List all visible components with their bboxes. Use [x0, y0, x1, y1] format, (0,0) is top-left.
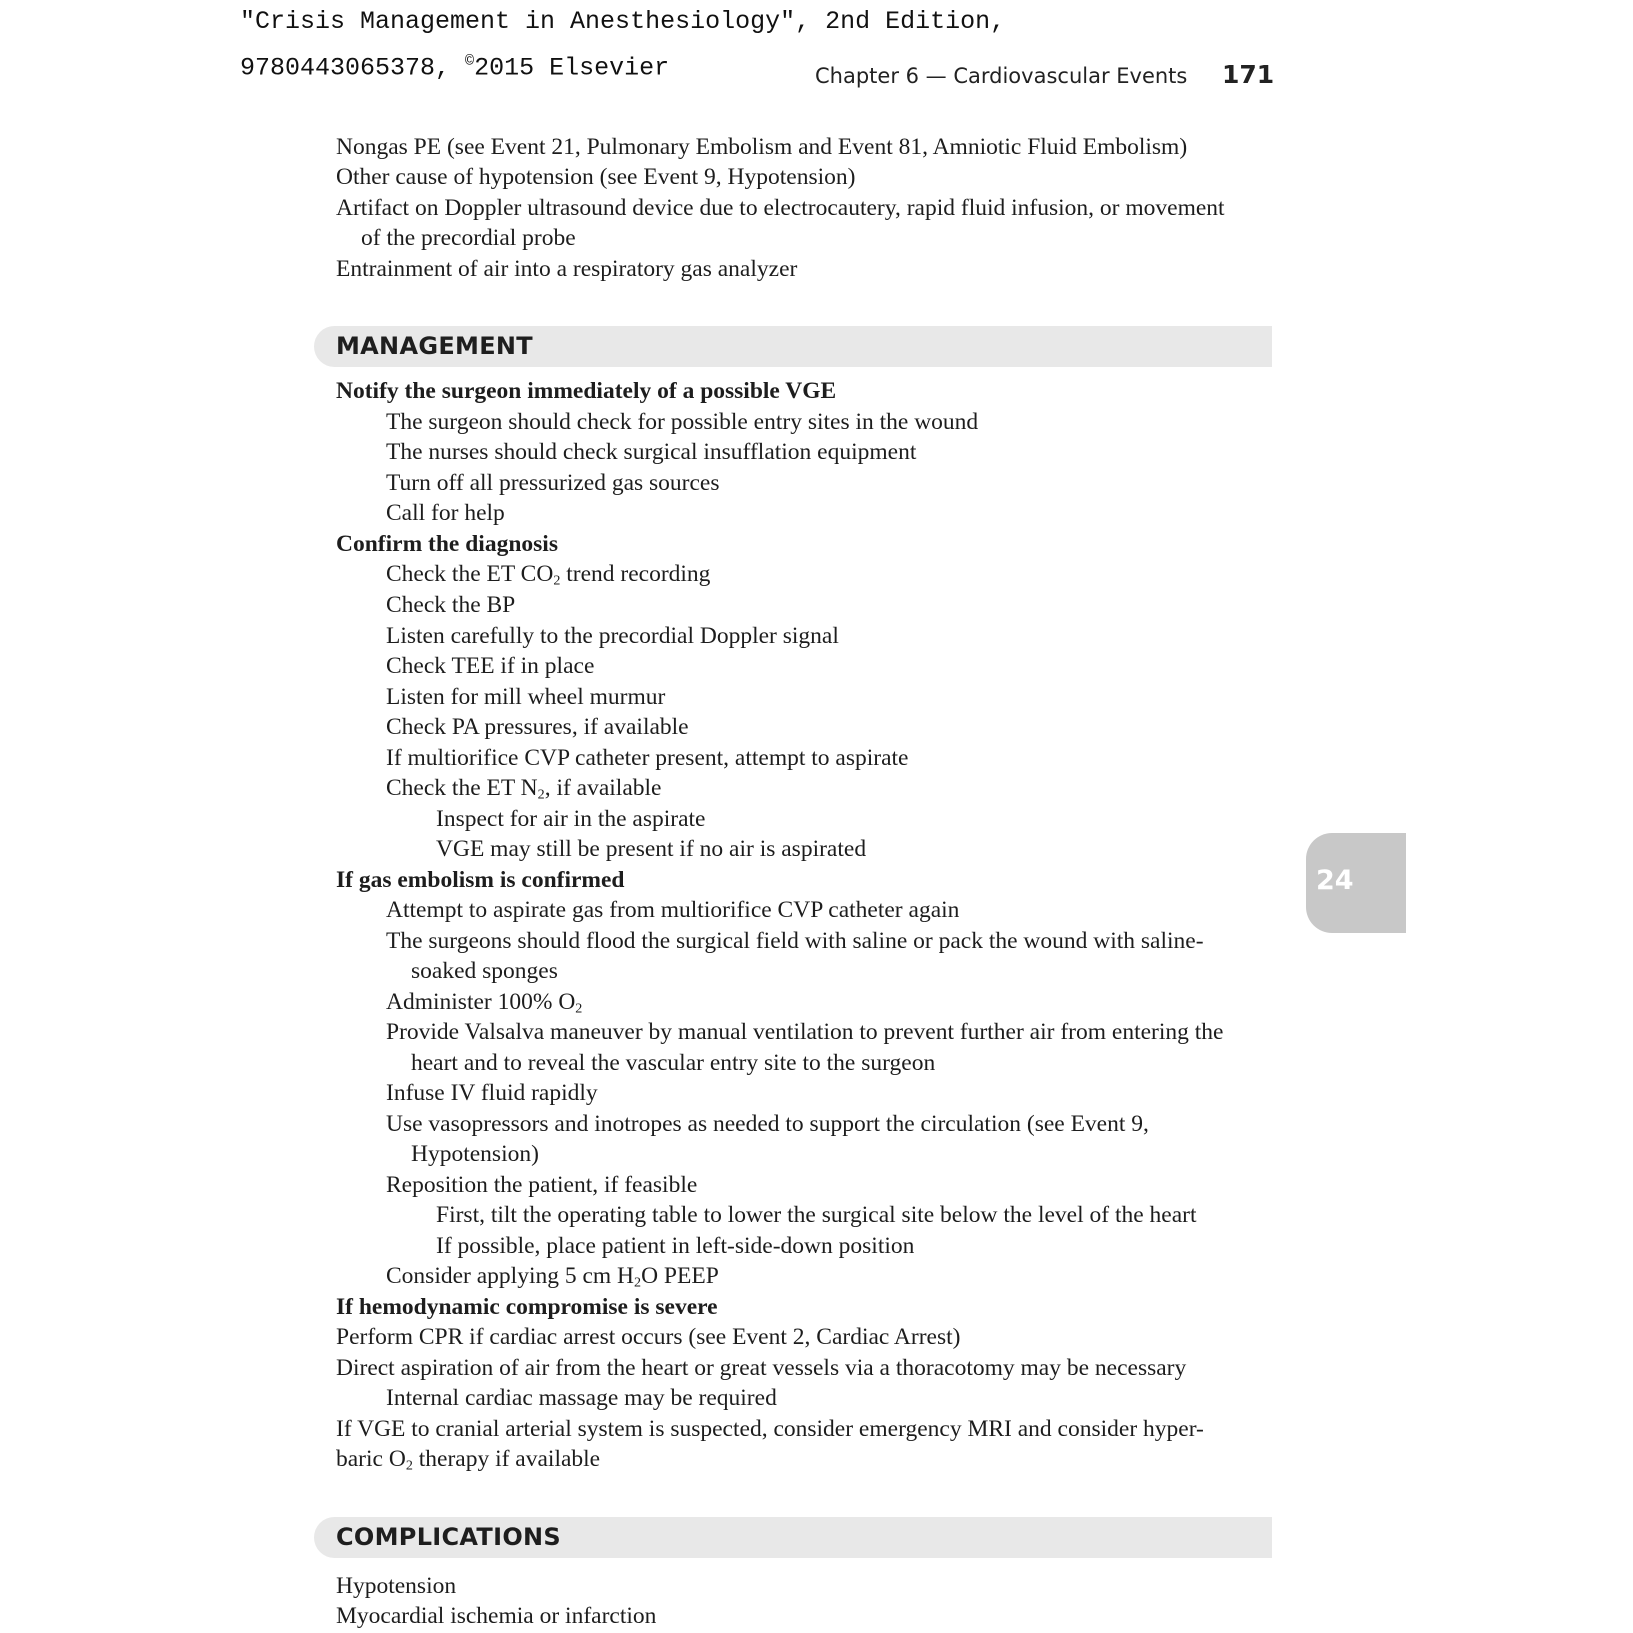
list-item: The nurses should check surgical insufflation equipment	[386, 439, 917, 465]
list-item: Call for help	[386, 500, 505, 526]
list-item: Internal cardiac massage may be required	[386, 1385, 777, 1411]
running-head: Chapter 6 — Cardiovascular Events	[815, 64, 1188, 88]
list-item-o2: Administer 100% $O_2$	[386, 989, 583, 1017]
list-item: Reposition the patient, if feasible	[386, 1172, 698, 1198]
list-item-peep: Consider applying 5 cm $H_2O$ PEEP	[386, 1263, 719, 1291]
list-item: Check TEE if in place	[386, 653, 595, 679]
copyright-symbol: ©	[465, 53, 475, 70]
list-item: Direct aspiration of air from the heart or great vessels via a thoracotomy may be necessary	[336, 1355, 1187, 1381]
list-item-continuation: of the precordial probe	[361, 225, 576, 251]
list-item: Provide Valsalva maneuver by manual ventilation to prevent further air from entering the	[386, 1019, 1224, 1045]
list-item-continuation: Hypotension)	[411, 1141, 539, 1167]
notify-heading: Notify the surgeon immediately of a possible VGE	[336, 378, 837, 404]
confirmed-heading: If gas embolism is confirmed	[336, 867, 625, 893]
list-item: First, tilt the operating table to lower the surgical site below the level of the heart	[436, 1202, 1197, 1228]
list-item: Check the BP	[386, 592, 516, 618]
list-item: Nongas PE (see Event 21, Pulmonary Embolism and Event 81, Amniotic Fluid Embolism)	[336, 134, 1188, 160]
list-item: Perform CPR if cardiac arrest occurs (see Event 2, Cardiac Arrest)	[336, 1324, 961, 1350]
complications-heading: COMPLICATIONS	[336, 1523, 562, 1551]
watermark-publisher: 2015 Elsevier	[474, 53, 670, 83]
list-item: The surgeons should flood the surgical field with saline or pack the wound with saline-	[386, 928, 1204, 954]
list-item: Infuse IV fluid rapidly	[386, 1080, 598, 1106]
list-item-etco2: Check the ET $CO_2$ trend recording	[386, 561, 711, 589]
list-item: If possible, place patient in left-side-down position	[436, 1233, 915, 1259]
severe-heading: If hemodynamic compromise is severe	[336, 1294, 718, 1320]
list-item: If multiorifice CVP catheter present, attempt to aspirate	[386, 745, 909, 771]
watermark-line-1: "Crisis Management in Anesthesiology", 2nd Edition,	[240, 7, 1006, 36]
list-item: Myocardial ischemia or infarction	[336, 1603, 657, 1629]
list-item: The surgeon should check for possible entry sites in the wound	[386, 409, 979, 435]
watermark-isbn: 9780443065378,	[240, 53, 466, 83]
list-item-baric: baric $O_2$ therapy if available	[336, 1446, 601, 1474]
list-item: Entrainment of air into a respiratory gas analyzer	[336, 256, 798, 282]
list-item-continuation: heart and to reveal the vascular entry site to the surgeon	[411, 1050, 936, 1076]
list-item: Use vasopressors and inotropes as needed to support the circulation (see Event 9,	[386, 1111, 1149, 1137]
list-item: Inspect for air in the aspirate	[436, 806, 706, 832]
list-item-etn2: Check the ET $N_2$, if available	[386, 775, 662, 803]
list-item: Check PA pressures, if available	[386, 714, 689, 740]
chapter-tab	[1306, 833, 1406, 933]
chapter-tab-number: 24	[1316, 865, 1354, 896]
page-number: 171	[1222, 60, 1275, 89]
list-item: Turn off all pressurized gas sources	[386, 470, 720, 496]
list-item-continuation: soaked sponges	[411, 958, 558, 984]
list-item: Artifact on Doppler ultrasound device due to electrocautery, rapid fluid infusion, or movement	[336, 195, 1225, 221]
list-item: Other cause of hypotension (see Event 9, Hypotension)	[336, 164, 856, 190]
list-item: Listen carefully to the precordial Doppler signal	[386, 623, 839, 649]
confirm-heading: Confirm the diagnosis	[336, 531, 558, 557]
list-item: Listen for mill wheel murmur	[386, 684, 666, 710]
list-item: Attempt to aspirate gas from multiorifice CVP catheter again	[386, 897, 960, 923]
list-item: If VGE to cranial arterial system is suspected, consider emergency MRI and consider hyper-	[336, 1416, 1204, 1442]
list-item: Hypotension	[336, 1573, 457, 1599]
management-heading: MANAGEMENT	[336, 332, 533, 360]
list-item: VGE may still be present if no air is aspirated	[436, 836, 867, 862]
